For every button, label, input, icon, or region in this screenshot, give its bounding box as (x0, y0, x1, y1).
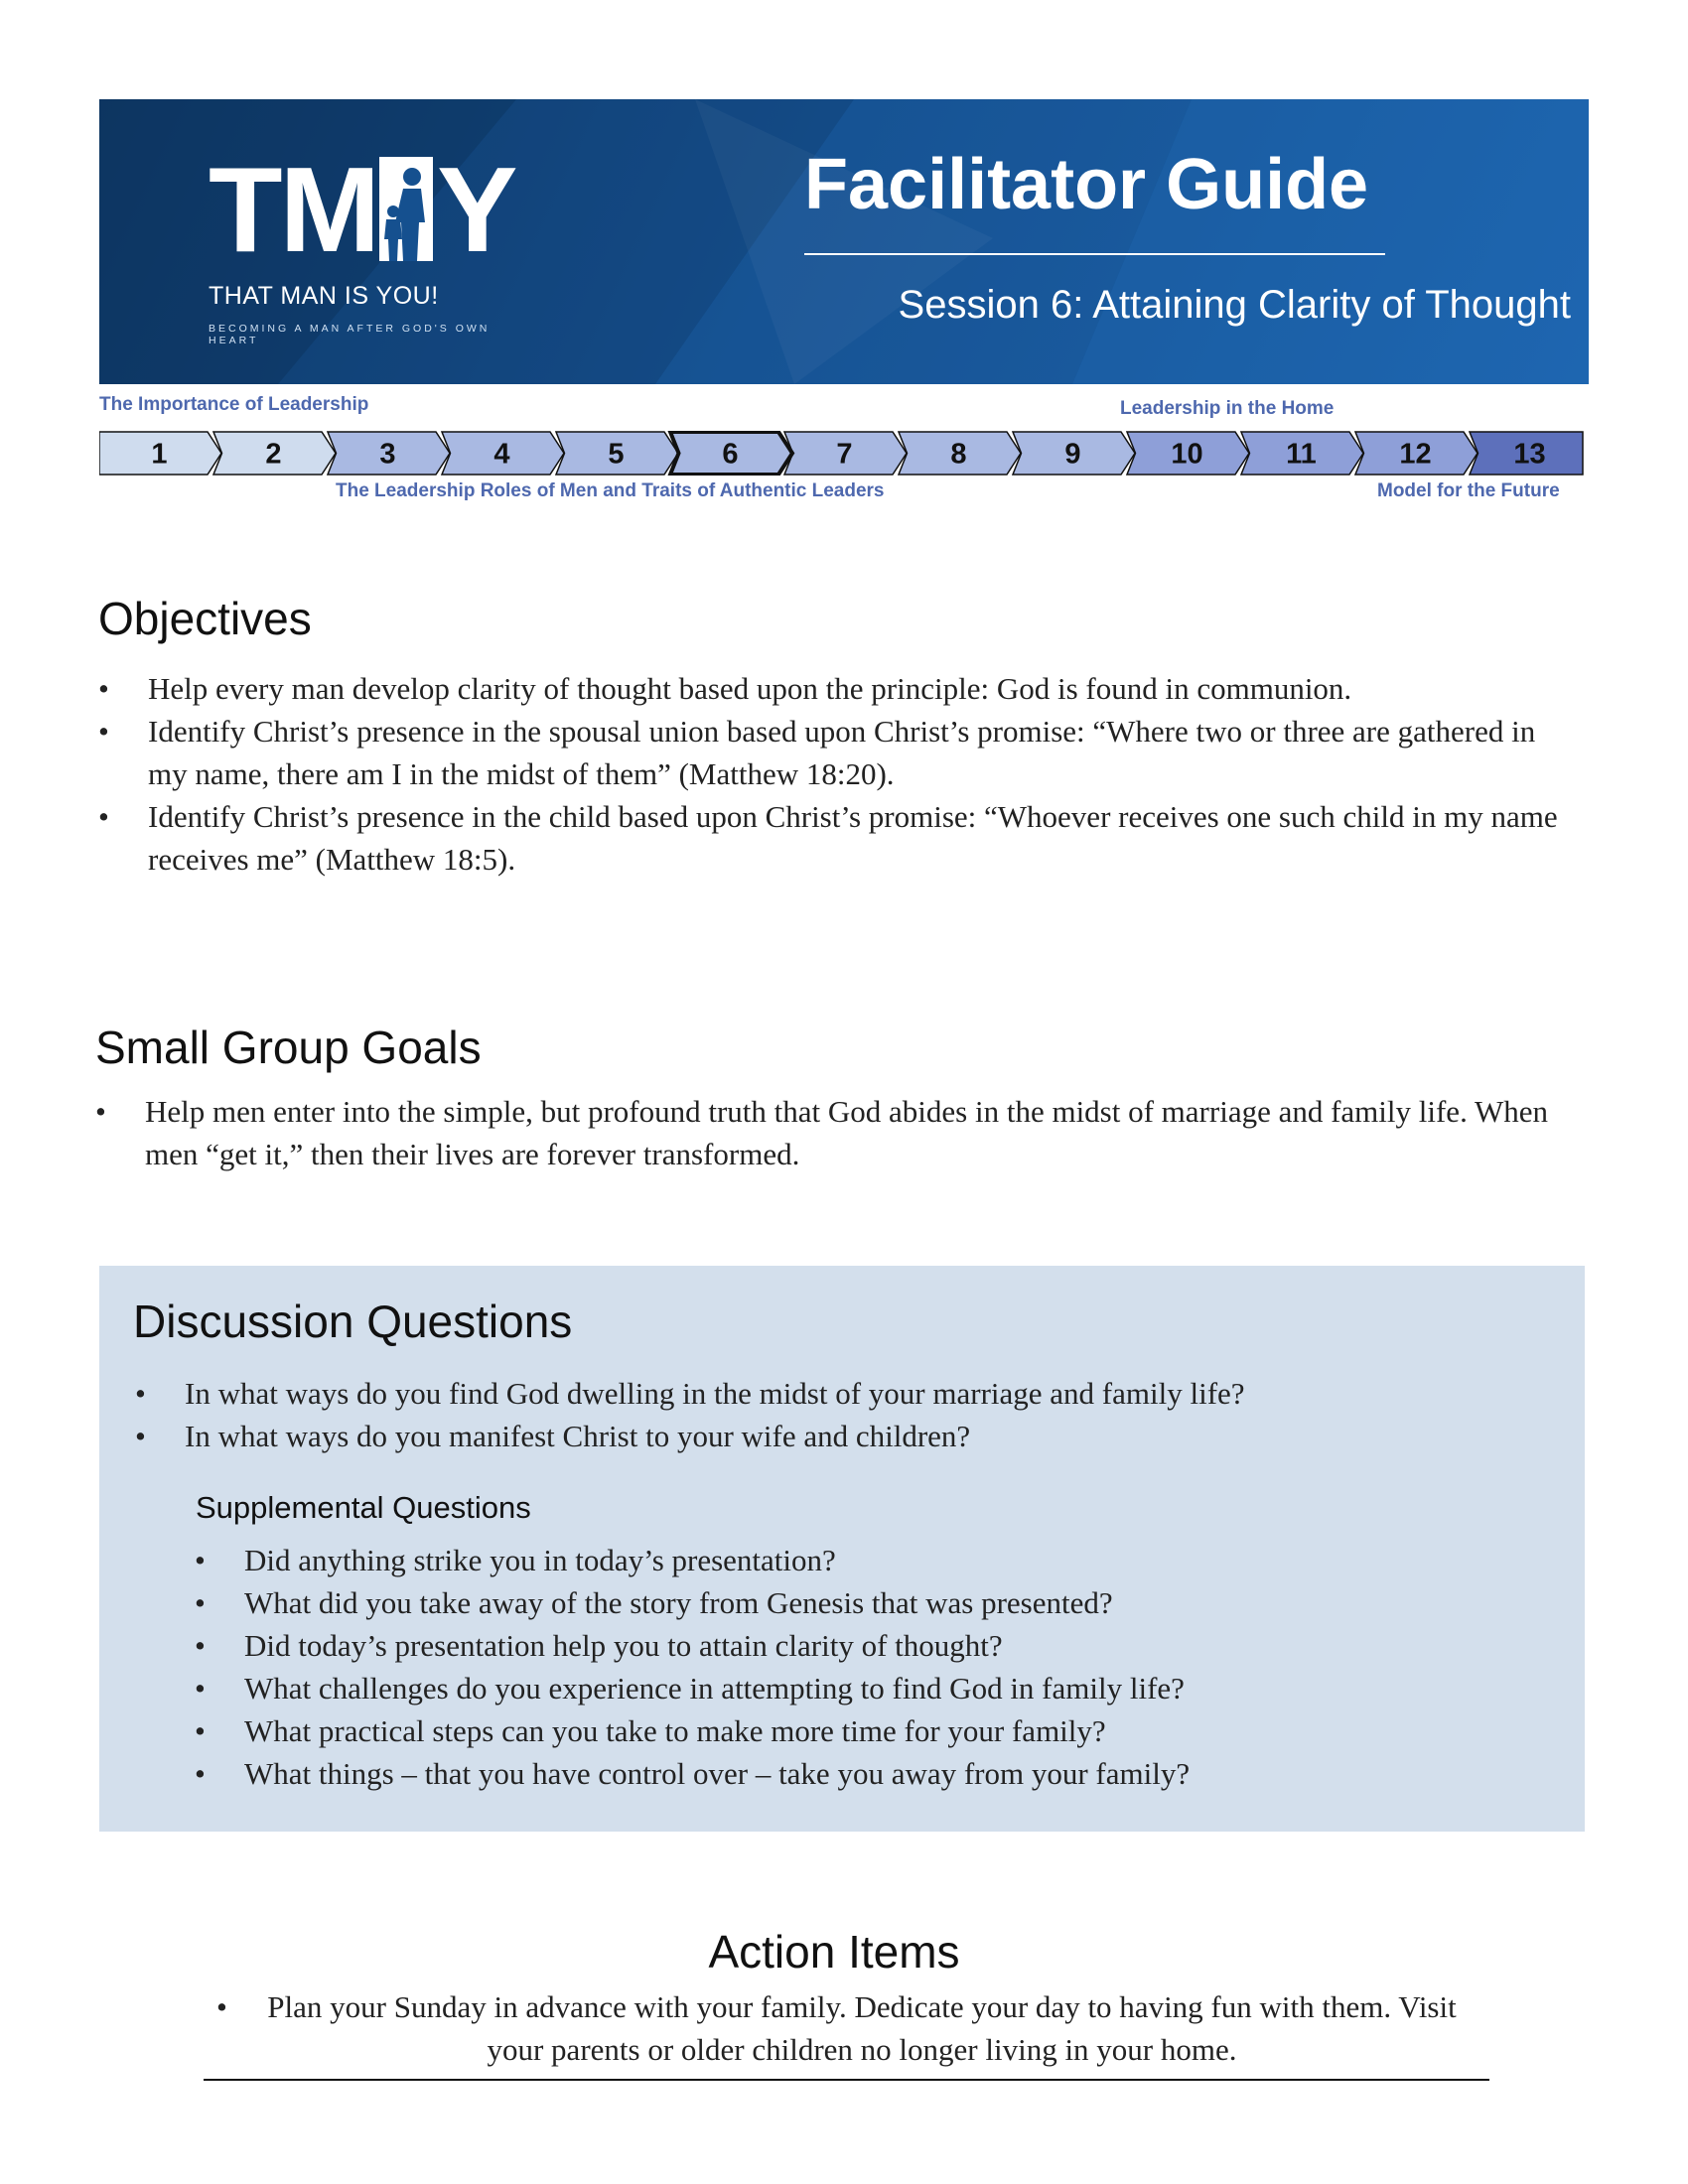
list-item: • Did anything strike you in today’s presentation? (195, 1543, 836, 1577)
small-group-heading: Small Group Goals (95, 1022, 482, 1073)
list-item: • Identify Christ’s presence in the spousal union based upon Christ’s promise: “Where two or three are gathered in my name, there am I in the midst of them” (Matthew 18:20). (98, 714, 1536, 791)
tmiy-logo (209, 142, 536, 346)
progress-step-label-9: 9 (1064, 438, 1081, 471)
discussion-list (135, 1372, 1565, 1457)
title-divider (804, 253, 1385, 255)
progress-step-label-5: 5 (608, 438, 625, 471)
list-item: • Help every man develop clarity of thought based upon the principle: God is found in communion. (98, 671, 1352, 706)
supplemental-heading: Supplemental Questions (196, 1490, 531, 1525)
father-child-icon (375, 157, 437, 261)
small-group-list (95, 1090, 1565, 1175)
supplemental-list (195, 1539, 1565, 1795)
list-item: • What challenges do you experience in attempting to find God in family life? (195, 1671, 1185, 1706)
progress-label-roles: The Leadership Roles of Men and Traits of Authentic Leaders (336, 480, 885, 501)
session-title: Session 6: Attaining Clarity of Thought (898, 283, 1571, 327)
session-progress-bar (99, 431, 1584, 476)
discussion-heading: Discussion Questions (133, 1296, 573, 1347)
objectives-heading: Objectives (98, 593, 312, 644)
progress-step-label-10: 10 (1171, 438, 1203, 471)
progress-label-home: Leadership in the Home (1120, 398, 1335, 419)
progress-step-label-12: 12 (1399, 438, 1432, 471)
action-items-heading: Action Items (708, 1926, 960, 1978)
list-item: • In what ways do you manifest Christ to your wife and children? (135, 1419, 971, 1453)
progress-label-future: Model for the Future (1377, 480, 1560, 501)
header-banner (99, 99, 1589, 384)
progress-step-label-8: 8 (950, 438, 967, 471)
progress-step-label-1: 1 (151, 438, 168, 471)
list-item: • What things – that you have control over – take you away from your family? (195, 1756, 1191, 1791)
progress-step-label-2: 2 (265, 438, 282, 471)
list-item: • Did today’s presentation help you to attain clarity of thought? (195, 1628, 1003, 1663)
logo-tagline: THAT MAN IS YOU! (209, 282, 439, 310)
logo-wordmark: TM Y (209, 142, 515, 277)
list-item: • Help men enter into the simple, but profound truth that God abides in the midst of marriage and family life. When men “get it,” then their lives are forever transformed. (95, 1094, 1549, 1171)
progress-step-label-3: 3 (379, 438, 396, 471)
progress-step-label-4: 4 (493, 438, 510, 471)
progress-step-label-7: 7 (836, 438, 853, 471)
list-item: • What practical steps can you take to make more time for your family? (195, 1713, 1106, 1748)
logo-subtitle: BECOMING A MAN AFTER GOD'S OWN HEART (209, 323, 491, 346)
action-item: • Plan your Sunday in advance with your family. Dedicate your day to having fun with them. Visit your parents or older children no longer living in your home. (216, 1989, 1457, 2067)
progress-step-label-11: 11 (1286, 438, 1317, 471)
progress-step-label-6: 6 (722, 438, 739, 471)
objectives-list (98, 667, 1568, 881)
action-divider (204, 2079, 1489, 2081)
list-item: • Identify Christ’s presence in the child based upon Christ’s promise: “Whoever receives one such child in my name receives me” (Matthew 18:5). (98, 799, 1558, 877)
progress-label-importance: The Importance of Leadership (99, 394, 369, 415)
page-title: Facilitator Guide (804, 145, 1369, 224)
list-item: • In what ways do you find God dwelling in the midst of your marriage and family life? (135, 1376, 1245, 1411)
list-item: • What did you take away of the story from Genesis that was presented? (195, 1585, 1113, 1620)
progress-step-label-13: 13 (1513, 438, 1546, 471)
